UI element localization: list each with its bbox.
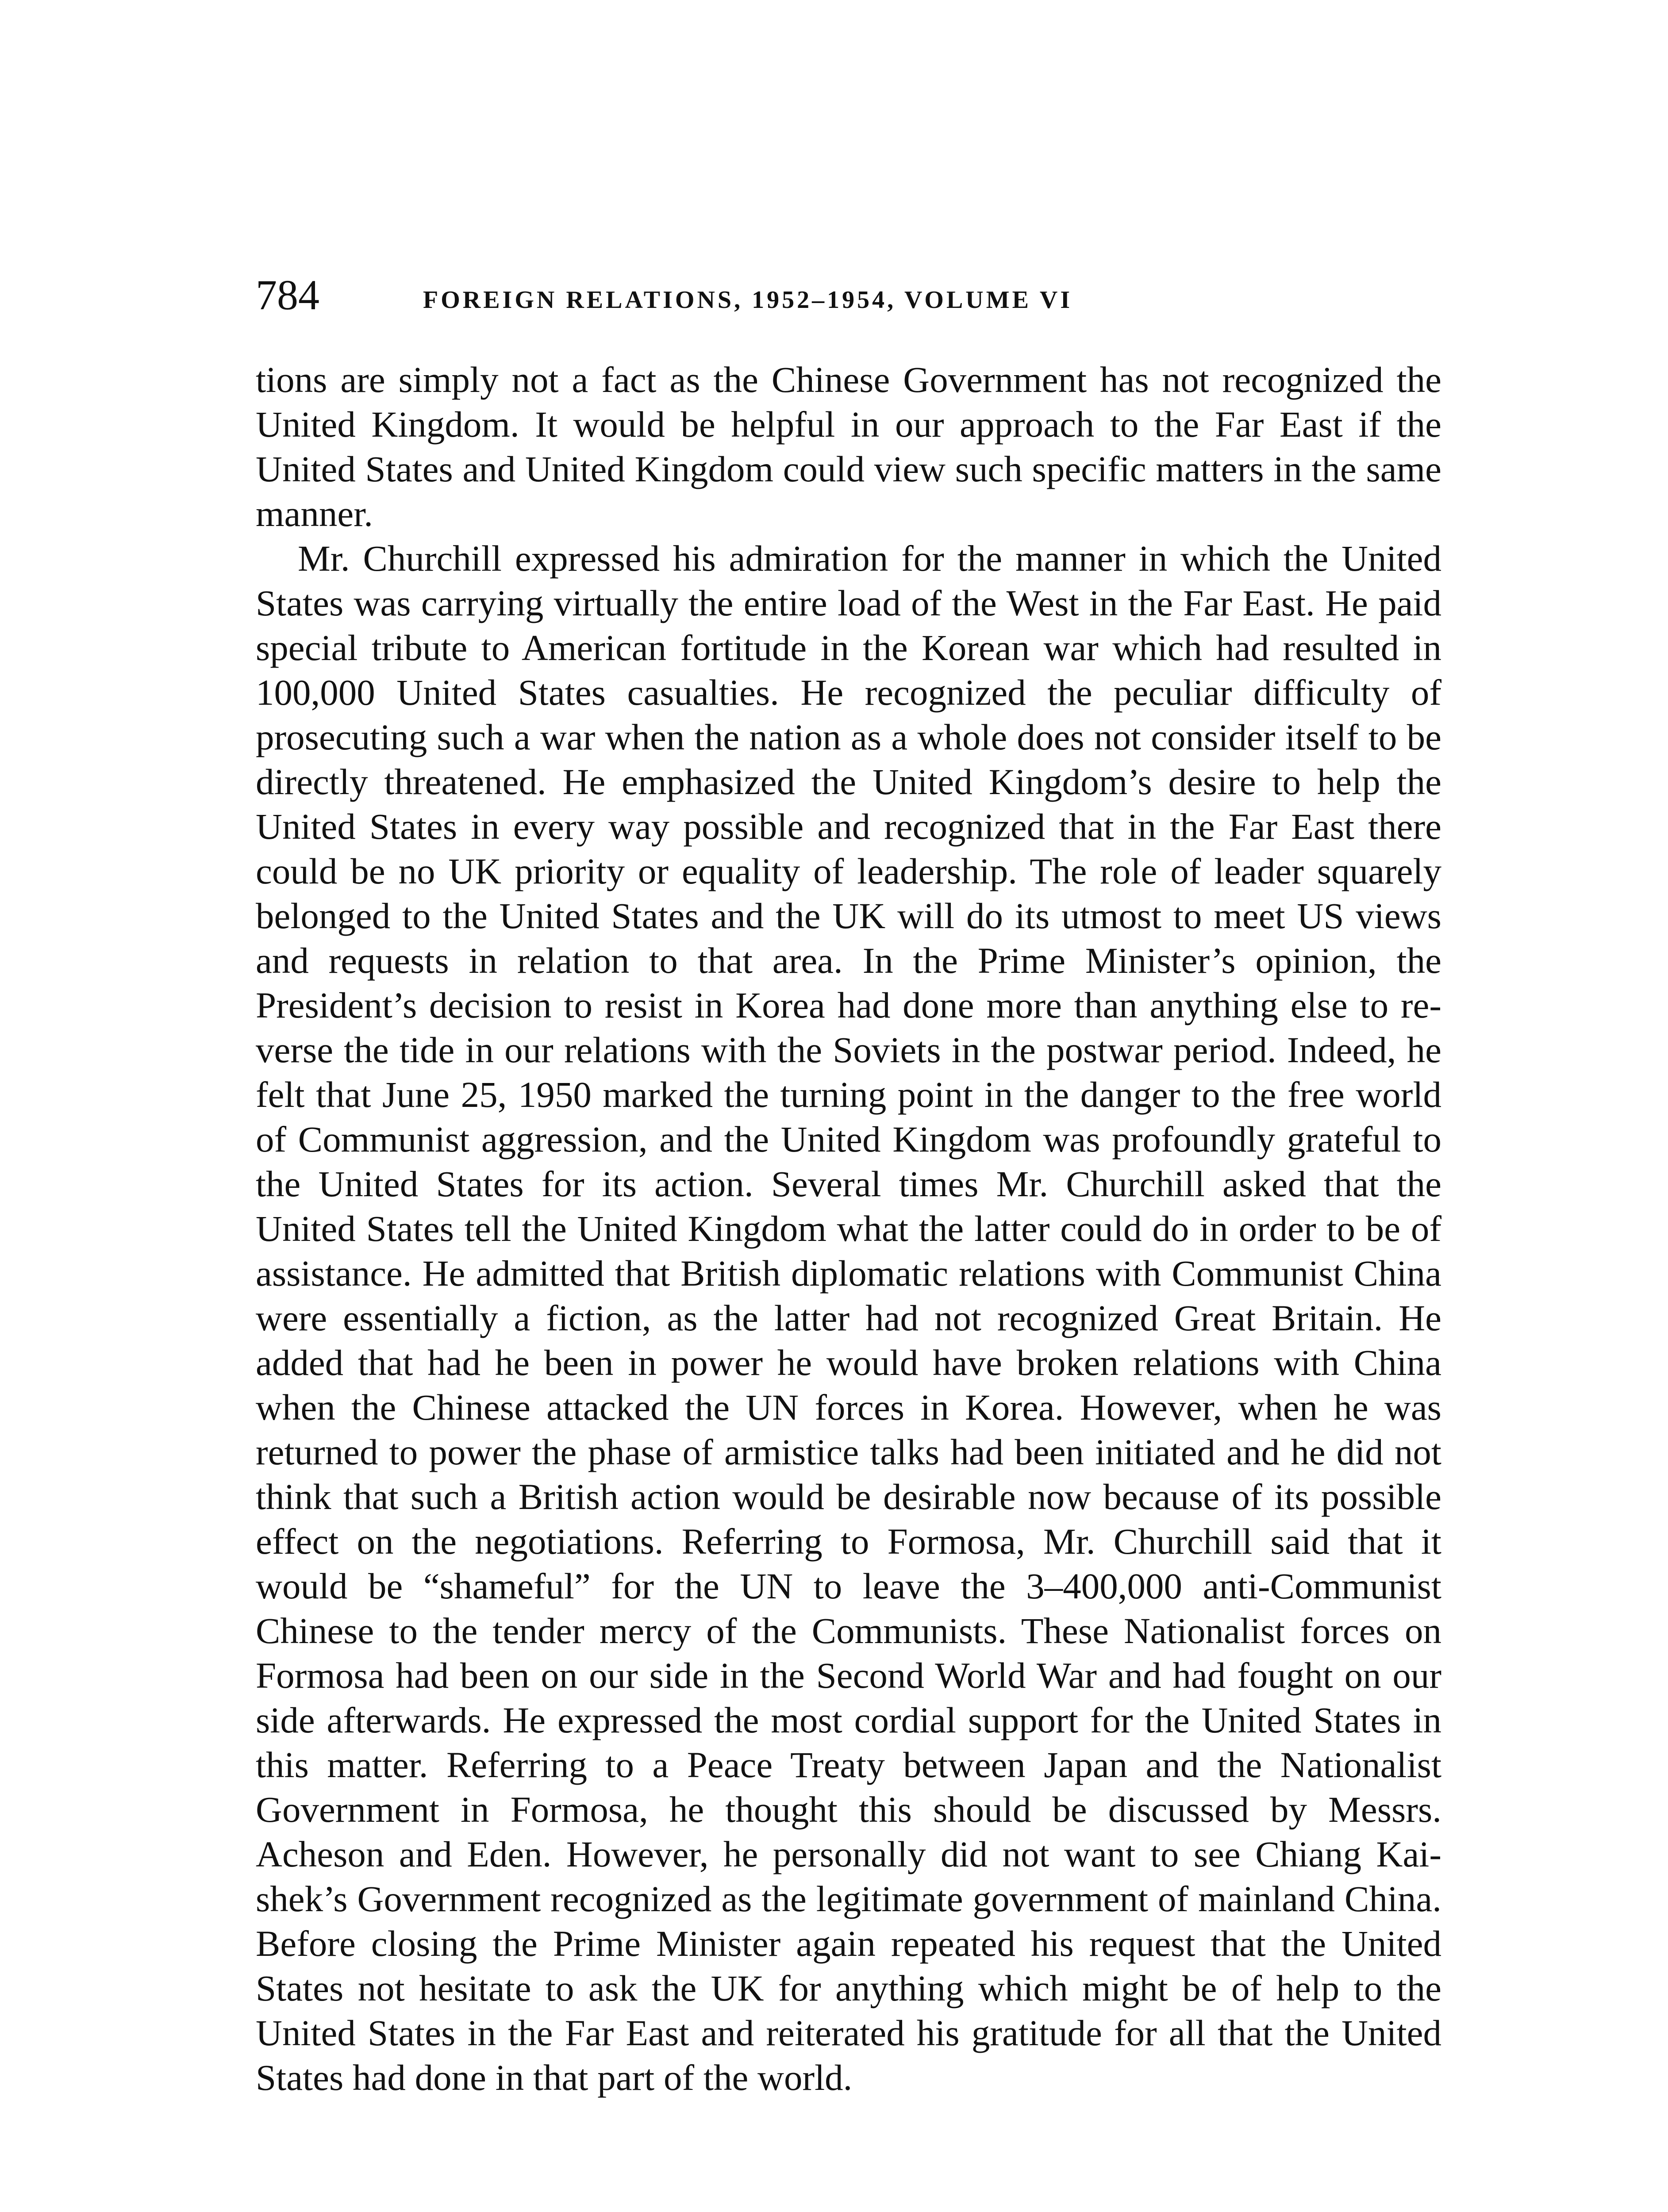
page-number: 784 [256,271,319,319]
continued-paragraph: tions are simply not a fact as the Chinese Government has not recognized the United Kingdom. It would be helpful in our approach to the Far East if the United States and United Kingdom could view such specific matters in the same manner. [256,359,1441,534]
paragraph-churchill-remarks: Mr. Churchill expressed his admiration for the manner in which the United States was carrying virtually the entire load of the West in the Far East. He paid special tribute to American fortitude in the Korean war which had resulted in 100,000 United States casualties. He recognized the peculiar difficulty of prosecuting such a war when the nation as a whole does not consider itself to be directly threatened. He emphasized the United Kingdom’s desire to help the United States in every way possible and recognized that in the Far East there could be no UK priority or equality of leadership. The role of leader squarely belonged to the United States and the UK will do its utmost to meet US views and requests in relation to that area. In the Prime Minister’s opinion, the President’s decision to resist in Korea had done more than anything else to reverse the tide in our relations with the Soviets in the postwar period. Indeed, he felt that June 25, 1950 marked the turning point in the danger to the free world of Communist aggression, and the United Kingdom was profoundly grateful to the United States for its action. Several times Mr. Churchill asked that the United States tell the United Kingdom what the latter could do in order to be of assistance. He admitted that British diplomatic relations with Communist China were essentially a fiction, as the latter had not recognized Great Britain. He added that had he been in power he would have broken relations with China when the Chinese attacked the UN forces in Korea. However, when he was returned to power the phase of armistice talks had been initiated and he did not think that such a British action would be desirable now because of its possible effect on the negotiations. Referring to Formosa, Mr. Churchill said that it would be “shameful” for the UN to leave the 3–400,000 anti-Communist Chinese to the tender mercy of the Communists. These Nationalist forces on Formosa had been on our side in the Second World War and had fought on our side afterwards. He expressed the most cordial support for the United States in this matter. Referring to a Peace Treaty between Japan and the Nationalist Government in Formosa, he thought this should be discussed by Messrs. Acheson and Eden. However, he personally did not want to see Chiang Kai-shek’s Government recognized as the legitimate government of mainland China. Before closing the Prime Minister again repeated his request that the United States not hesitate to ask the UK for anything which might be of help to the United States in the Far East and reiterated his gratitude for all that the United States had done in that part of the world. [256,538,1441,2098]
running-header-title: FOREIGN RELATIONS, 1952–1954, VOLUME VI [423,286,1073,314]
body-text [256,357,1441,2100]
running-header [256,271,1441,319]
